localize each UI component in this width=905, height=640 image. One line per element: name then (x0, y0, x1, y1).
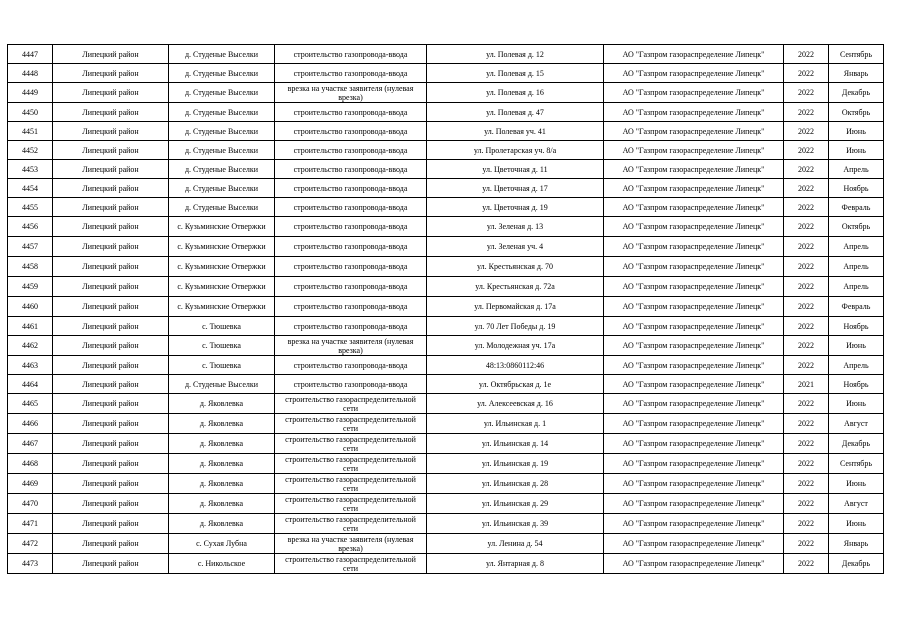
table-row (8, 356, 884, 375)
work-type-cell: строительство газопровода-ввода (275, 237, 427, 257)
month-cell: Апрель (829, 237, 884, 257)
organization-cell: АО "Газпром газораспределение Липецк" (604, 277, 784, 297)
table-body (8, 45, 884, 574)
year-cell: 2022 (784, 122, 829, 141)
organization-cell: АО "Газпром газораспределение Липецк" (604, 83, 784, 103)
work-type-cell: строительство газопровода-ввода (275, 141, 427, 160)
work-type-cell: строительство газопровода-ввода (275, 217, 427, 237)
district-cell: Липецкий район (53, 179, 169, 198)
address-cell: ул. Молодежная уч. 17а (427, 336, 604, 356)
table-row (8, 434, 884, 454)
table-row (8, 514, 884, 534)
district-cell: Липецкий район (53, 297, 169, 317)
settlement-cell: д. Яковлевка (169, 414, 275, 434)
address-cell: ул. Цветочная д. 19 (427, 198, 604, 217)
address-cell: ул. Янтарная д. 8 (427, 554, 604, 574)
work-type-cell: строительство газопровода-ввода (275, 356, 427, 375)
table-row (8, 257, 884, 277)
month-cell: Апрель (829, 277, 884, 297)
work-type-cell: врезка на участке заявителя (нулевая врезка) (275, 83, 427, 103)
month-cell: Апрель (829, 257, 884, 277)
address-cell: ул. Цветочная д. 17 (427, 179, 604, 198)
address-cell: ул. Полевая д. 16 (427, 83, 604, 103)
settlement-cell: с. Сухая Лубна (169, 534, 275, 554)
row-number-cell: 4454 (8, 179, 53, 198)
settlement-cell: д. Студеные Выселки (169, 83, 275, 103)
row-number-cell: 4465 (8, 394, 53, 414)
district-cell: Липецкий район (53, 375, 169, 394)
district-cell: Липецкий район (53, 141, 169, 160)
row-number-cell: 4466 (8, 414, 53, 434)
settlement-cell: д. Студеные Выселки (169, 122, 275, 141)
district-cell: Липецкий район (53, 434, 169, 454)
month-cell: Декабрь (829, 554, 884, 574)
year-cell: 2022 (784, 160, 829, 179)
year-cell: 2022 (784, 83, 829, 103)
row-number-cell: 4472 (8, 534, 53, 554)
settlement-cell: с. Никольское (169, 554, 275, 574)
work-type-cell: строительство газопровода-ввода (275, 64, 427, 83)
address-cell: ул. Ильинская д. 39 (427, 514, 604, 534)
month-cell: Август (829, 414, 884, 434)
address-cell: ул. Ильинская д. 14 (427, 434, 604, 454)
address-cell: ул. Зеленая д. 13 (427, 217, 604, 237)
month-cell: Декабрь (829, 434, 884, 454)
work-type-cell: строительство газораспределительной сети (275, 554, 427, 574)
year-cell: 2022 (784, 45, 829, 64)
district-cell: Липецкий район (53, 454, 169, 474)
month-cell: Октябрь (829, 217, 884, 237)
district-cell: Липецкий район (53, 257, 169, 277)
year-cell: 2022 (784, 414, 829, 434)
row-number-cell: 4462 (8, 336, 53, 356)
address-cell: ул. Ильинская д. 1 (427, 414, 604, 434)
month-cell: Октябрь (829, 103, 884, 122)
table-row (8, 122, 884, 141)
row-number-cell: 4448 (8, 64, 53, 83)
address-cell: ул. Ильинская д. 28 (427, 474, 604, 494)
address-cell: ул. Крестьянская д. 70 (427, 257, 604, 277)
district-cell: Липецкий район (53, 554, 169, 574)
year-cell: 2022 (784, 514, 829, 534)
table-row (8, 474, 884, 494)
work-type-cell: строительство газопровода-ввода (275, 257, 427, 277)
row-number-cell: 4470 (8, 494, 53, 514)
organization-cell: АО "Газпром газораспределение Липецк" (604, 414, 784, 434)
month-cell: Январь (829, 534, 884, 554)
year-cell: 2022 (784, 237, 829, 257)
year-cell: 2022 (784, 494, 829, 514)
settlement-cell: д. Яковлевка (169, 494, 275, 514)
district-cell: Липецкий район (53, 336, 169, 356)
address-cell: ул. Полевая д. 47 (427, 103, 604, 122)
table-row (8, 454, 884, 474)
year-cell: 2022 (784, 141, 829, 160)
table-row (8, 83, 884, 103)
district-cell: Липецкий район (53, 414, 169, 434)
year-cell: 2022 (784, 434, 829, 454)
year-cell: 2022 (784, 454, 829, 474)
year-cell: 2022 (784, 534, 829, 554)
settlement-cell: с. Кузьминские Отвержки (169, 297, 275, 317)
work-type-cell: строительство газопровода-ввода (275, 317, 427, 336)
organization-cell: АО "Газпром газораспределение Липецк" (604, 434, 784, 454)
work-type-cell: врезка на участке заявителя (нулевая врезка) (275, 534, 427, 554)
year-cell: 2022 (784, 317, 829, 336)
row-number-cell: 4461 (8, 317, 53, 336)
work-type-cell: строительство газопровода-ввода (275, 277, 427, 297)
table-row (8, 141, 884, 160)
table-row (8, 103, 884, 122)
row-number-cell: 4457 (8, 237, 53, 257)
row-number-cell: 4463 (8, 356, 53, 375)
table-row (8, 179, 884, 198)
month-cell: Август (829, 494, 884, 514)
organization-cell: АО "Газпром газораспределение Липецк" (604, 179, 784, 198)
table-row (8, 45, 884, 64)
organization-cell: АО "Газпром газораспределение Липецк" (604, 160, 784, 179)
address-cell: 48:13:0860112:46 (427, 356, 604, 375)
organization-cell: АО "Газпром газораспределение Липецк" (604, 198, 784, 217)
document-sheet (7, 44, 883, 574)
row-number-cell: 4468 (8, 454, 53, 474)
organization-cell: АО "Газпром газораспределение Липецк" (604, 336, 784, 356)
work-type-cell: строительство газопровода-ввода (275, 375, 427, 394)
organization-cell: АО "Газпром газораспределение Липецк" (604, 474, 784, 494)
work-type-cell: строительство газораспределительной сети (275, 494, 427, 514)
address-cell: ул. Алексеевская д. 16 (427, 394, 604, 414)
organization-cell: АО "Газпром газораспределение Липецк" (604, 454, 784, 474)
organization-cell: АО "Газпром газораспределение Липецк" (604, 394, 784, 414)
district-cell: Липецкий район (53, 198, 169, 217)
work-type-cell: строительство газопровода-ввода (275, 160, 427, 179)
table-row (8, 554, 884, 574)
work-type-cell: строительство газопровода-ввода (275, 297, 427, 317)
address-cell: ул. Пролетарская уч. 8/а (427, 141, 604, 160)
table-row (8, 277, 884, 297)
table-row (8, 317, 884, 336)
settlement-cell: д. Студеные Выселки (169, 141, 275, 160)
address-cell: ул. Цветочная д. 11 (427, 160, 604, 179)
work-type-cell: строительство газопровода-ввода (275, 103, 427, 122)
settlement-cell: с. Кузьминские Отвержки (169, 217, 275, 237)
month-cell: Ноябрь (829, 317, 884, 336)
table-row (8, 217, 884, 237)
settlement-cell: с. Кузьминские Отвержки (169, 237, 275, 257)
table-row (8, 64, 884, 83)
table-row (8, 375, 884, 394)
month-cell: Декабрь (829, 83, 884, 103)
district-cell: Липецкий район (53, 356, 169, 375)
district-cell: Липецкий район (53, 494, 169, 514)
address-cell: ул. Ленина д. 54 (427, 534, 604, 554)
address-cell: ул. Ильинская д. 29 (427, 494, 604, 514)
settlement-cell: д. Студеные Выселки (169, 375, 275, 394)
district-cell: Липецкий район (53, 474, 169, 494)
district-cell: Липецкий район (53, 122, 169, 141)
district-cell: Липецкий район (53, 45, 169, 64)
district-cell: Липецкий район (53, 160, 169, 179)
organization-cell: АО "Газпром газораспределение Липецк" (604, 375, 784, 394)
district-cell: Липецкий район (53, 237, 169, 257)
row-number-cell: 4460 (8, 297, 53, 317)
organization-cell: АО "Газпром газораспределение Липецк" (604, 514, 784, 534)
row-number-cell: 4451 (8, 122, 53, 141)
district-cell: Липецкий район (53, 514, 169, 534)
table-row (8, 198, 884, 217)
work-type-cell: строительство газораспределительной сети (275, 414, 427, 434)
row-number-cell: 4453 (8, 160, 53, 179)
month-cell: Апрель (829, 356, 884, 375)
year-cell: 2022 (784, 297, 829, 317)
settlement-cell: д. Студеные Выселки (169, 45, 275, 64)
organization-cell: АО "Газпром газораспределение Липецк" (604, 317, 784, 336)
month-cell: Ноябрь (829, 179, 884, 198)
work-type-cell: строительство газопровода-ввода (275, 45, 427, 64)
settlement-cell: д. Студеные Выселки (169, 198, 275, 217)
row-number-cell: 4447 (8, 45, 53, 64)
address-cell: ул. Крестьянская д. 72а (427, 277, 604, 297)
month-cell: Январь (829, 64, 884, 83)
organization-cell: АО "Газпром газораспределение Липецк" (604, 122, 784, 141)
settlement-cell: с. Кузьминские Отвержки (169, 257, 275, 277)
row-number-cell: 4464 (8, 375, 53, 394)
organization-cell: АО "Газпром газораспределение Липецк" (604, 297, 784, 317)
row-number-cell: 4455 (8, 198, 53, 217)
year-cell: 2022 (784, 394, 829, 414)
work-type-cell: строительство газораспределительной сети (275, 474, 427, 494)
work-type-cell: строительство газопровода-ввода (275, 198, 427, 217)
year-cell: 2021 (784, 375, 829, 394)
settlement-cell: д. Студеные Выселки (169, 160, 275, 179)
organization-cell: АО "Газпром газораспределение Липецк" (604, 103, 784, 122)
year-cell: 2022 (784, 336, 829, 356)
settlement-cell: с. Тюшевка (169, 317, 275, 336)
organization-cell: АО "Газпром газораспределение Липецк" (604, 356, 784, 375)
table-row (8, 160, 884, 179)
year-cell: 2022 (784, 217, 829, 237)
district-cell: Липецкий район (53, 64, 169, 83)
table-row (8, 394, 884, 414)
month-cell: Июнь (829, 474, 884, 494)
work-type-cell: строительство газораспределительной сети (275, 454, 427, 474)
year-cell: 2022 (784, 277, 829, 297)
table-row (8, 297, 884, 317)
year-cell: 2022 (784, 179, 829, 198)
district-cell: Липецкий район (53, 394, 169, 414)
month-cell: Ноябрь (829, 375, 884, 394)
settlement-cell: д. Студеные Выселки (169, 103, 275, 122)
year-cell: 2022 (784, 474, 829, 494)
table-row (8, 336, 884, 356)
row-number-cell: 4452 (8, 141, 53, 160)
address-cell: ул. Октябрьская д. 1е (427, 375, 604, 394)
row-number-cell: 4449 (8, 83, 53, 103)
month-cell: Июнь (829, 514, 884, 534)
month-cell: Февраль (829, 198, 884, 217)
settlement-cell: д. Студеные Выселки (169, 179, 275, 198)
row-number-cell: 4459 (8, 277, 53, 297)
address-cell: ул. Полевая д. 15 (427, 64, 604, 83)
settlement-cell: д. Яковлевка (169, 474, 275, 494)
row-number-cell: 4471 (8, 514, 53, 534)
gasification-table (7, 44, 884, 574)
month-cell: Февраль (829, 297, 884, 317)
year-cell: 2022 (784, 103, 829, 122)
organization-cell: АО "Газпром газораспределение Липецк" (604, 494, 784, 514)
row-number-cell: 4458 (8, 257, 53, 277)
district-cell: Липецкий район (53, 534, 169, 554)
month-cell: Июнь (829, 394, 884, 414)
district-cell: Липецкий район (53, 217, 169, 237)
row-number-cell: 4450 (8, 103, 53, 122)
organization-cell: АО "Газпром газораспределение Липецк" (604, 237, 784, 257)
work-type-cell: строительство газопровода-ввода (275, 122, 427, 141)
table-row (8, 414, 884, 434)
month-cell: Июнь (829, 336, 884, 356)
district-cell: Липецкий район (53, 277, 169, 297)
organization-cell: АО "Газпром газораспределение Липецк" (604, 534, 784, 554)
month-cell: Сентябрь (829, 454, 884, 474)
settlement-cell: с. Кузьминские Отвержки (169, 277, 275, 297)
address-cell: ул. Ильинская д. 19 (427, 454, 604, 474)
organization-cell: АО "Газпром газораспределение Липецк" (604, 217, 784, 237)
settlement-cell: с. Тюшевка (169, 336, 275, 356)
organization-cell: АО "Газпром газораспределение Липецк" (604, 45, 784, 64)
district-cell: Липецкий район (53, 317, 169, 336)
organization-cell: АО "Газпром газораспределение Липецк" (604, 554, 784, 574)
district-cell: Липецкий район (53, 83, 169, 103)
organization-cell: АО "Газпром газораспределение Липецк" (604, 141, 784, 160)
year-cell: 2022 (784, 198, 829, 217)
month-cell: Июнь (829, 122, 884, 141)
address-cell: ул. Полевая уч. 41 (427, 122, 604, 141)
month-cell: Сентябрь (829, 45, 884, 64)
work-type-cell: строительство газораспределительной сети (275, 434, 427, 454)
address-cell: ул. Зеленая уч. 4 (427, 237, 604, 257)
table-row (8, 494, 884, 514)
year-cell: 2022 (784, 257, 829, 277)
settlement-cell: д. Яковлевка (169, 394, 275, 414)
district-cell: Липецкий район (53, 103, 169, 122)
row-number-cell: 4469 (8, 474, 53, 494)
work-type-cell: строительство газораспределительной сети (275, 394, 427, 414)
organization-cell: АО "Газпром газораспределение Липецк" (604, 64, 784, 83)
table-row (8, 534, 884, 554)
year-cell: 2022 (784, 554, 829, 574)
work-type-cell: врезка на участке заявителя (нулевая врезка) (275, 336, 427, 356)
organization-cell: АО "Газпром газораспределение Липецк" (604, 257, 784, 277)
settlement-cell: д. Яковлевка (169, 514, 275, 534)
year-cell: 2022 (784, 356, 829, 375)
address-cell: ул. 70 Лет Победы д. 19 (427, 317, 604, 336)
row-number-cell: 4473 (8, 554, 53, 574)
work-type-cell: строительство газопровода-ввода (275, 179, 427, 198)
year-cell: 2022 (784, 64, 829, 83)
address-cell: ул. Первомайская д. 17а (427, 297, 604, 317)
table-row (8, 237, 884, 257)
work-type-cell: строительство газораспределительной сети (275, 514, 427, 534)
address-cell: ул. Полевая д. 12 (427, 45, 604, 64)
settlement-cell: д. Студеные Выселки (169, 64, 275, 83)
month-cell: Апрель (829, 160, 884, 179)
settlement-cell: д. Яковлевка (169, 434, 275, 454)
settlement-cell: с. Тюшевка (169, 356, 275, 375)
month-cell: Июнь (829, 141, 884, 160)
row-number-cell: 4467 (8, 434, 53, 454)
row-number-cell: 4456 (8, 217, 53, 237)
settlement-cell: д. Яковлевка (169, 454, 275, 474)
